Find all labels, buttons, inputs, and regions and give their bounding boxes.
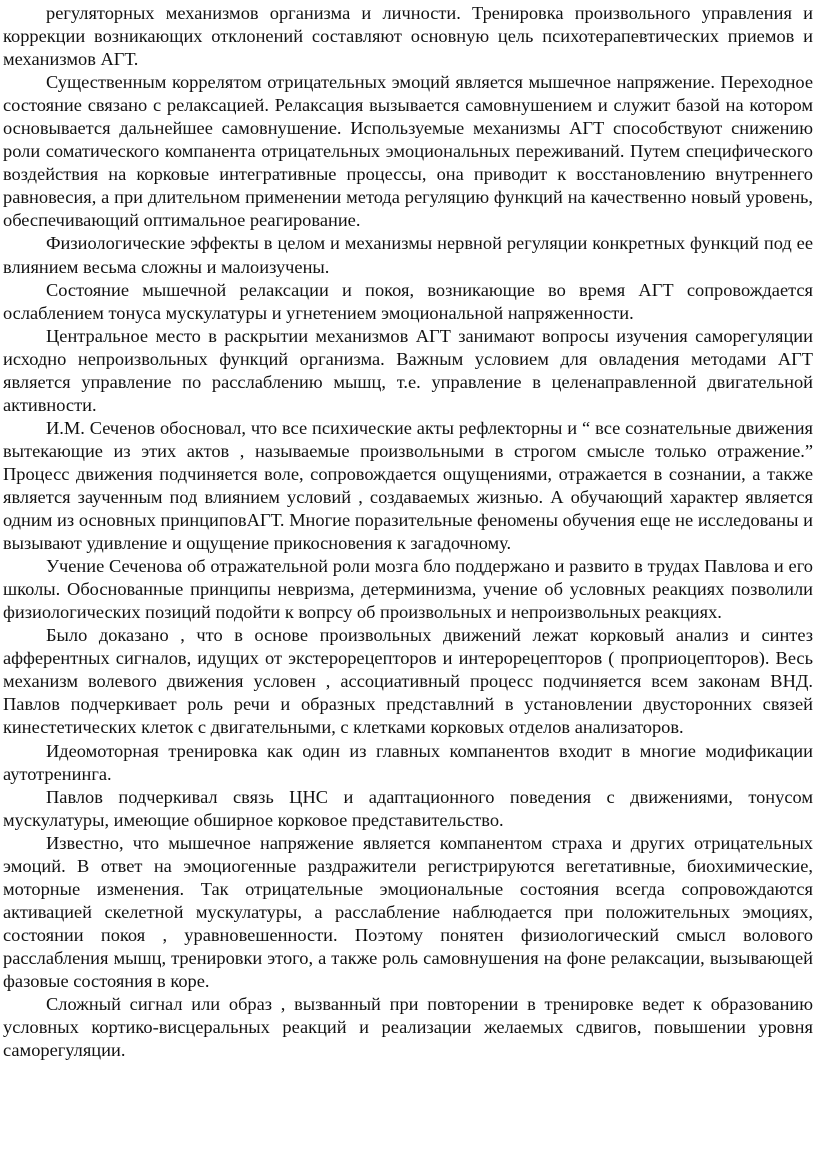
paragraph-2: Существенным коррелятом отрицательных эмоций является мышечное напряжение. Переходное состояние связано с релаксацией. Релаксация вызывается самовнушением и служит базой на котором основывается дальнейшее самовнушение. Используемые механизмы АГТ способствуют снижению роли соматического компанента отрицательных эмоциональных переживаний. Путем специфического воздействия на корковые интегративные процессы, она приводит к восстановлению внутреннего равновесия, а при длительном применении метода регуляцию функций на качественно новый уровень, обеспечивающий оптимальное реагирование. <box>3 72 813 231</box>
paragraph-9: Идеомоторная тренировка как один из главных компанентов входит в многие модификации аутотренинга. <box>3 740 813 784</box>
paragraph-10: Павлов подчеркивал связь ЦНС и адаптационного поведения с движениями, тонусом мускулатуры, имеющие обширное корковое представительство. <box>3 786 813 830</box>
paragraph-8: Было доказано , что в основе произвольных движений лежат корковый анализ и синтез афферентных сигналов, идущих от экстерорецепторов и интерорецепторов ( проприоцепторов). Весь механизм волевого движения условен , ассоциативный процесс подчиняется всем законам ВНД. Павлов подчеркивает роль речи и образных представлний в установлении двусторонних связей кинестетических клеток с двигательными, с клетками корковых отделов анализаторов. <box>3 625 813 738</box>
paragraph-5: Центральное место в раскрытии механизмов АГТ занимают вопросы изучения саморегуляции исходно непроизвольных функций организма. Важным условием для овладения методами АГТ является управление по расслаблению мышц, т.е. управление в целенаправленной двигательной активности. <box>3 325 813 415</box>
paragraph-11: Известно, что мышечное напряжение является компанентом страха и других отрицательных эмоций. В ответ на эмоциогенные раздражители регистрируются вегетативные, биохимические, моторные изменения. Так отрицательные эмоциональные состояния всегда сопровождаются активацией скелетной мускулатуры, а расслабление наблюдается при положительных эмоциях, состоянии покоя , уравновешенности. Поэтому понятен физиологический смысл волового расслабления мышц, тренировки этого, а также роль самовнушения на фоне релаксации, вызывающей фазовые состояния в коре. <box>3 832 813 991</box>
paragraph-3: Физиологические эффекты в целом и механизмы нервной регуляции конкретных функций под ее влиянием весьма сложны и малоизучены. <box>3 233 813 277</box>
paragraph-1: регуляторных механизмов организма и личности. Тренировка произвольного управления и коррекции возникающих отклонений составляют основную цель психотерапевтических приемов и механизмов АГТ. <box>3 3 813 70</box>
paragraph-6: И.М. Сеченов обосновал, что все психические акты рефлекторны и “ все сознательные движения вытекающие из этих актов , называемые произвольными в строгом смысле только отражение.” Процесс движения подчиняется воле, сопровождается ощущениями, отражается в сознании, а также является заученным под влиянием условий , создаваемых жизнью. А обучающий характер является одним из основных принциповАГТ. Многие поразительные феномены обучения еще не исследованы и вызывают удивление и ощущение прикосновения к загадочному. <box>3 417 813 554</box>
paragraph-4: Состояние мышечной релаксации и покоя, возникающие во время АГТ сопровождается ослаблением тонуса мускулатуры и угнетением эмоциональной напряженности. <box>3 279 813 323</box>
paragraph-7: Учение Сеченова об отражательной роли мозга бло поддержано и развито в трудах Павлова и его школы. Обоснованные принципы невризма, детерминизма, учение об условных реакциях позволили физиологических позиций подойти к вопрсу об произвольных и непроизвольных реакциях. <box>3 556 813 623</box>
paragraph-12: Сложный сигнал или образ , вызванный при повторении в тренировке ведет к образованию условных кортико-висцеральных реакций и реализации желаемых сдвигов, повышении уровня саморегуляции. <box>3 994 813 1061</box>
